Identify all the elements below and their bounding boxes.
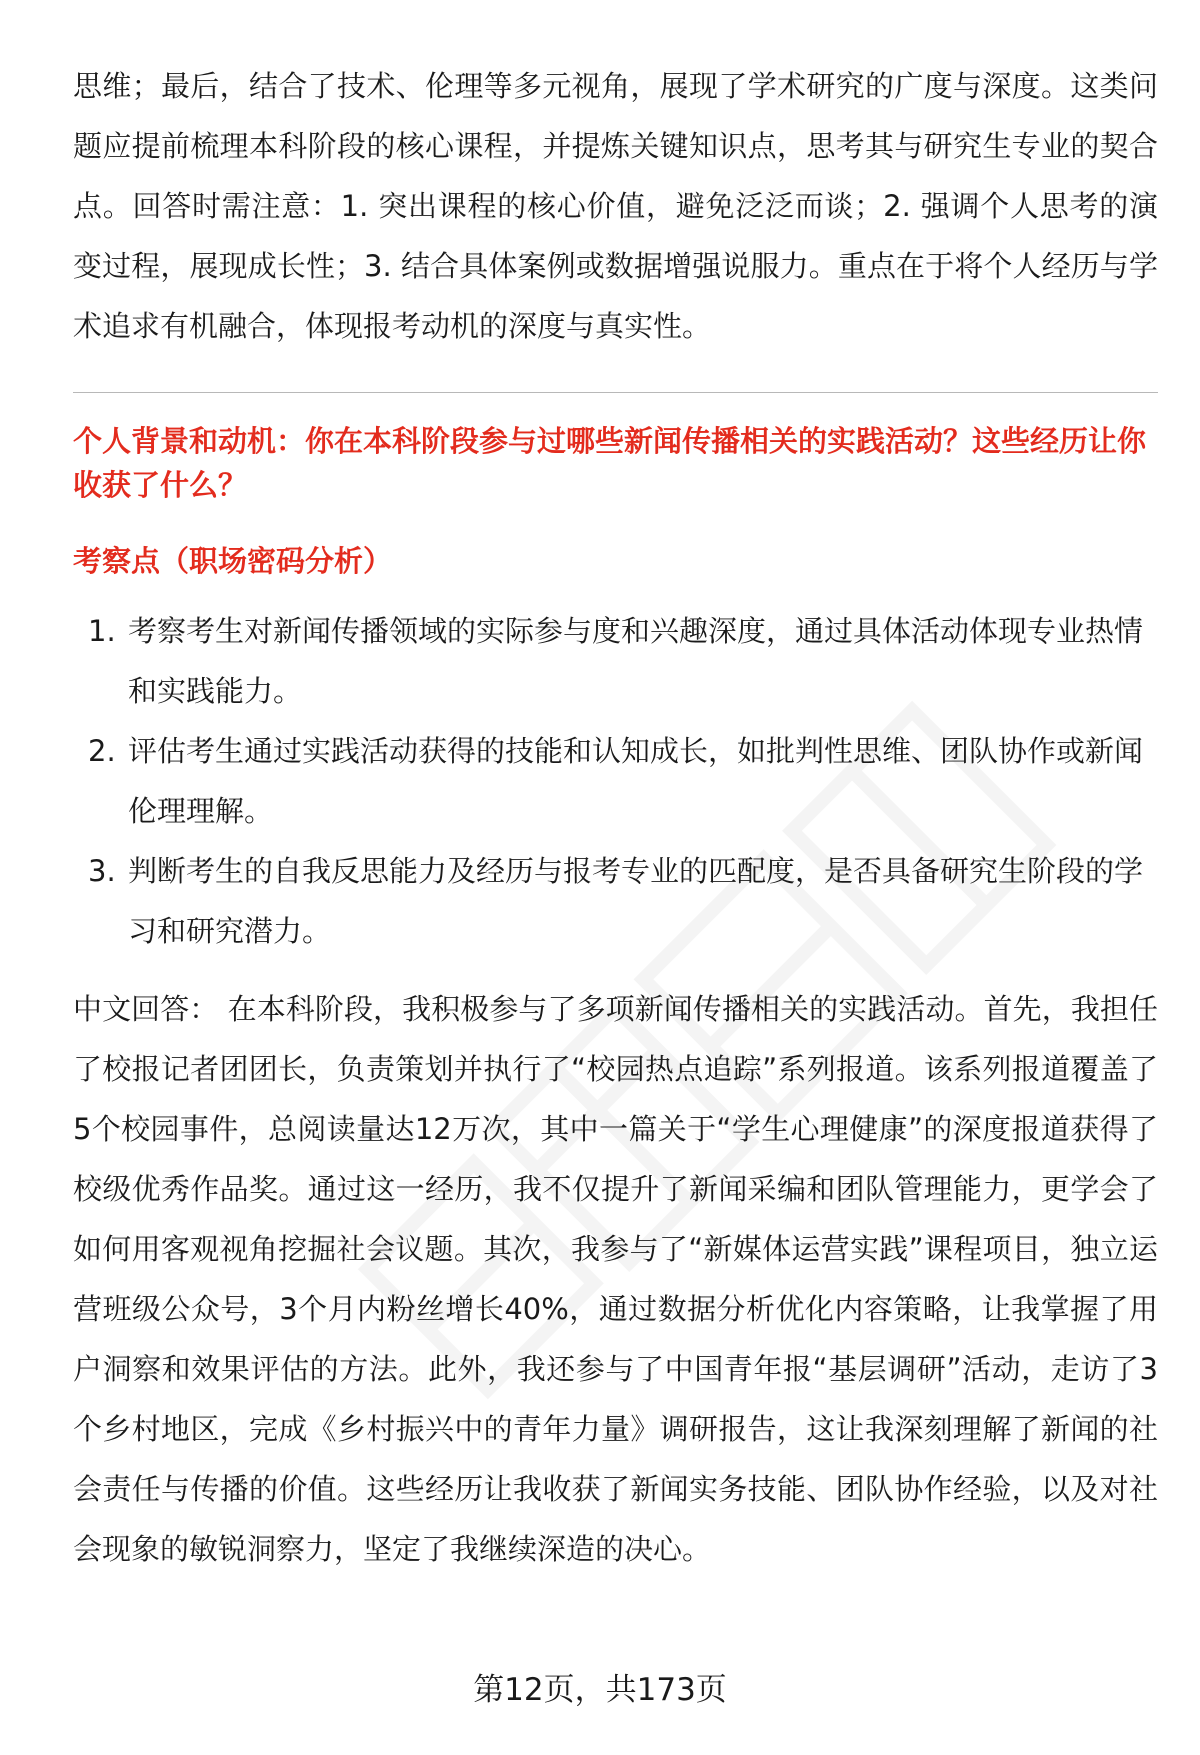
- list-item: [73, 721, 1158, 841]
- section-divider: [73, 392, 1158, 393]
- document-content: [73, 56, 1158, 1579]
- question-heading: 个人背景和动机：你在本科阶段参与过哪些新闻传播相关的实践活动？这些经历让你收获了什么？: [73, 424, 1147, 502]
- list-item-text: 考察考生对新闻传播领域的实际参与度和兴趣深度，通过具体活动体现专业热情和实践能力。: [128, 614, 1144, 708]
- list-item-text: 评估考生通过实践活动获得的技能和认知成长，如批判性思维、团队协作或新闻伦理理解。: [128, 734, 1144, 828]
- intro-paragraph: 思维；最后，结合了技术、伦理等多元视角，展现了学术研究的广度与深度。这类问题应提前梳理本科阶段的核心课程，并提炼关键知识点，思考其与研究生专业的契合点。回答时需注意：1. 突出课程的核心价值，避免泛泛而谈；2. 强调个人思考的演变过程，展现成长性；3. 结合具体案例或数据增强说服力。重点在于将个人经历与学术追求有机融合，体现报考动机的深度与真实性。: [73, 69, 1158, 343]
- exam-points-heading: 考察点（职场密码分析）: [73, 544, 393, 578]
- list-item: [73, 841, 1158, 961]
- answer-text: 在本科阶段，我积极参与了多项新闻传播相关的实践活动。首先，我担任了校报记者团团长，负责策划并执行了“校园热点追踪”系列报道。该系列报道覆盖了5个校园事件，总阅读量达12万次，其中一篇关于“学生心理健康”的深度报道获得了校级优秀作品奖。通过这一经历，我不仅提升了新闻采编和团队管理能力，更学会了如何用客观视角挖掘社会议题。其次，我参与了“新媒体运营实践”课程项目，独立运营班级公众号，3个月内粉丝增长40%，通过数据分析优化内容策略，让我掌握了用户洞察和效果评估的方法。此外，我还参与了中国青年报“基层调研”活动，走访了3个乡村地区，完成《乡村振兴中的青年力量》调研报告，这让我深刻理解了新闻的社会责任与传播的价值。这些经历让我收获了新闻实务技能、团队协作经验，以及对社会现象的敏锐洞察力，坚定了我继续深造的决心。: [73, 992, 1158, 1566]
- list-item-number: 1.: [88, 614, 116, 648]
- list-item-number: 3.: [88, 854, 116, 888]
- answer-paragraph: [73, 979, 1158, 1579]
- list-item: [73, 601, 1158, 721]
- exam-points-list: [73, 601, 1158, 961]
- answer-label: 中文回答：: [73, 992, 219, 1026]
- page-number: 第12页，共173页: [473, 1672, 727, 1708]
- list-item-number: 2.: [88, 734, 116, 768]
- list-item-text: 判断考生的自我反思能力及经历与报考专业的匹配度，是否具备研究生阶段的学习和研究潜力。: [128, 854, 1144, 948]
